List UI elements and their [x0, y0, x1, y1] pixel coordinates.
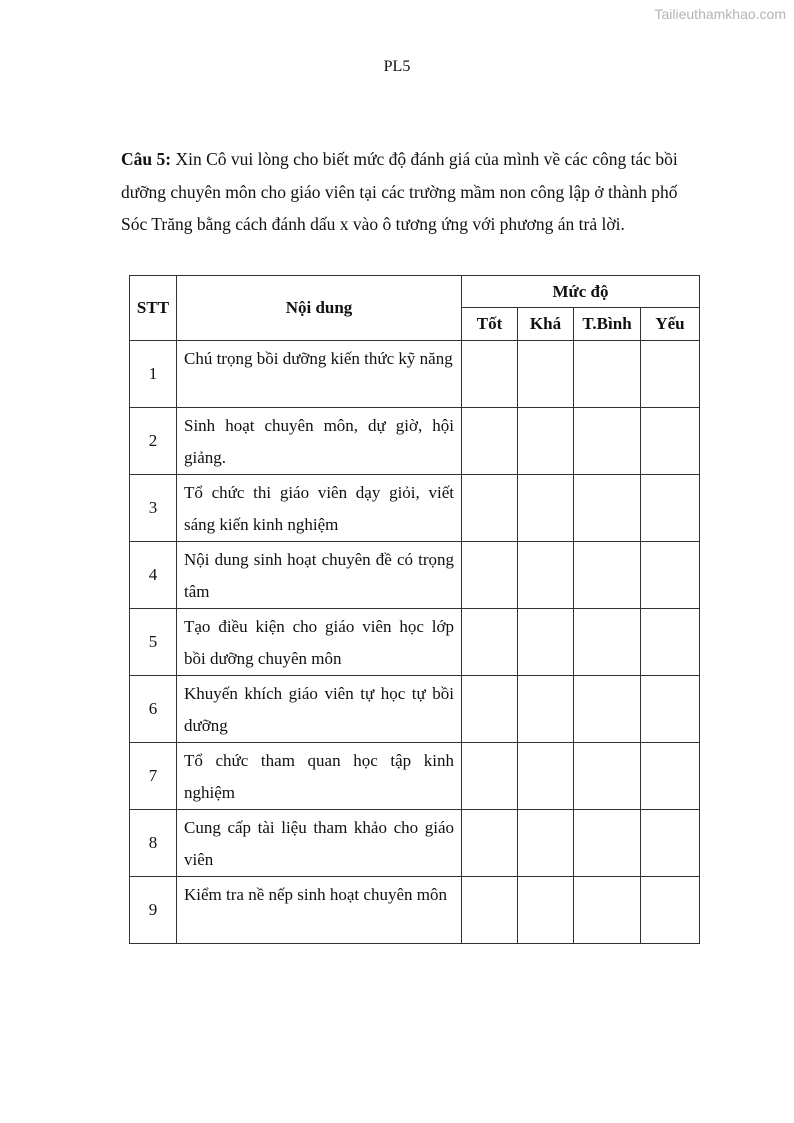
- question-text: Xin Cô vui lòng cho biết mức độ đánh giá của mình về các công tác bồi dưỡng chuyên môn cho giáo viên tại các trường mầm non công lập ở thành phố Sóc Trăng bằng cách đánh dấu x vào ô tương ứng với phương án trả lời.: [121, 149, 678, 234]
- row-content: Khuyến khích giáo viên tự học tự bồi dưỡng: [177, 676, 462, 743]
- rating-cell-weak[interactable]: [641, 676, 700, 743]
- survey-table: [129, 275, 700, 944]
- row-stt: 9: [130, 877, 177, 944]
- rating-cell-average[interactable]: [574, 877, 641, 944]
- table-row: [130, 609, 700, 676]
- rating-cell-good[interactable]: [462, 877, 518, 944]
- rating-cell-fair[interactable]: [518, 743, 574, 810]
- rating-cell-fair[interactable]: [518, 341, 574, 408]
- rating-cell-average[interactable]: [574, 609, 641, 676]
- row-content: Chú trọng bồi dưỡng kiến thức kỹ năng: [177, 341, 462, 408]
- header-level-fair: Khá: [518, 308, 574, 341]
- rating-cell-good[interactable]: [462, 408, 518, 475]
- table-row: [130, 877, 700, 944]
- rating-cell-weak[interactable]: [641, 810, 700, 877]
- table-row: [130, 341, 700, 408]
- rating-cell-fair[interactable]: [518, 609, 574, 676]
- rating-cell-average[interactable]: [574, 810, 641, 877]
- rating-cell-good[interactable]: [462, 341, 518, 408]
- table-row: [130, 475, 700, 542]
- rating-cell-fair[interactable]: [518, 877, 574, 944]
- table-row: [130, 676, 700, 743]
- rating-cell-fair[interactable]: [518, 676, 574, 743]
- row-content: Tổ chức tham quan học tập kinh nghiệm: [177, 743, 462, 810]
- rating-cell-fair[interactable]: [518, 475, 574, 542]
- rating-cell-weak[interactable]: [641, 475, 700, 542]
- rating-cell-fair[interactable]: [518, 810, 574, 877]
- rating-cell-good[interactable]: [462, 609, 518, 676]
- table-row: [130, 743, 700, 810]
- table-row: [130, 810, 700, 877]
- rating-cell-average[interactable]: [574, 475, 641, 542]
- row-content: Tổ chức thi giáo viên dạy giỏi, viết sáng kiến kinh nghiệm: [177, 475, 462, 542]
- rating-cell-average[interactable]: [574, 408, 641, 475]
- table-body: [130, 341, 700, 944]
- table-row: [130, 542, 700, 609]
- row-stt: 5: [130, 609, 177, 676]
- watermark: Tailieuthamkhao.com: [654, 6, 786, 22]
- header-level-average: T.Bình: [574, 308, 641, 341]
- header-level: Mức độ: [462, 276, 700, 308]
- rating-cell-weak[interactable]: [641, 609, 700, 676]
- row-stt: 3: [130, 475, 177, 542]
- rating-cell-good[interactable]: [462, 676, 518, 743]
- row-stt: 6: [130, 676, 177, 743]
- row-stt: 1: [130, 341, 177, 408]
- header-level-good: Tốt: [462, 308, 518, 341]
- rating-cell-fair[interactable]: [518, 408, 574, 475]
- row-stt: 2: [130, 408, 177, 475]
- rating-cell-weak[interactable]: [641, 743, 700, 810]
- rating-cell-fair[interactable]: [518, 542, 574, 609]
- table-row: [130, 408, 700, 475]
- row-stt: 7: [130, 743, 177, 810]
- row-content: Cung cấp tài liệu tham khảo cho giáo viên: [177, 810, 462, 877]
- rating-cell-good[interactable]: [462, 743, 518, 810]
- rating-cell-average[interactable]: [574, 542, 641, 609]
- row-stt: 8: [130, 810, 177, 877]
- row-content: Nội dung sinh hoạt chuyên đề có trọng tâm: [177, 542, 462, 609]
- rating-cell-good[interactable]: [462, 475, 518, 542]
- header-level-weak: Yếu: [641, 308, 700, 341]
- question-paragraph: [121, 143, 701, 241]
- row-content: Sinh hoạt chuyên môn, dự giờ, hội giảng.: [177, 408, 462, 475]
- rating-cell-weak[interactable]: [641, 341, 700, 408]
- header-stt: STT: [130, 276, 177, 341]
- rating-cell-good[interactable]: [462, 542, 518, 609]
- header-content: Nội dung: [177, 276, 462, 341]
- rating-cell-weak[interactable]: [641, 408, 700, 475]
- rating-cell-good[interactable]: [462, 810, 518, 877]
- row-content: Tạo điều kiện cho giáo viên học lớp bồi dưỡng chuyên môn: [177, 609, 462, 676]
- rating-cell-average[interactable]: [574, 341, 641, 408]
- page-label: PL5: [383, 58, 411, 75]
- rating-cell-average[interactable]: [574, 676, 641, 743]
- row-stt: 4: [130, 542, 177, 609]
- rating-cell-average[interactable]: [574, 743, 641, 810]
- rating-cell-weak[interactable]: [641, 542, 700, 609]
- rating-cell-weak[interactable]: [641, 877, 700, 944]
- row-content: Kiểm tra nề nếp sinh hoạt chuyên môn: [177, 877, 462, 944]
- question-label: Câu 5:: [121, 149, 172, 169]
